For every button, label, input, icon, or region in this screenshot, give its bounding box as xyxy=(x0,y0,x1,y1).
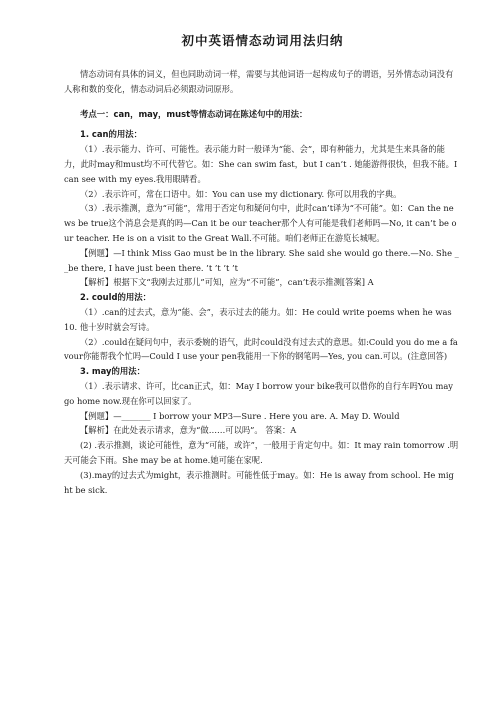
could-usage-2: （2）.could在疑问句中，表示委婉的语气，此时could没有过去式的意思。如:Could you do me a favour你能帮我个忙吗—Could I use your pen我能用一下你的钢笔吗—Yes, you can.可以。(注意回答) xyxy=(64,336,458,362)
can-heading: 1. can的用法： xyxy=(80,129,143,140)
document-title: 初中英语情态动词用法归纳 xyxy=(181,33,344,48)
may-usage-3: (3).may的过去式为might，表示推测时。可能性低于may。如：He is away from school. He might be sick. xyxy=(64,469,454,495)
could-heading: 2. could的用法： xyxy=(80,292,151,303)
analysis-2: 【解析】在此处表示请求，意为“做……可以吗”。 答案：A xyxy=(80,425,297,436)
example-2: 【例题】—_______ I borrow your MP3—Sure . Here you are. A. May D. Would xyxy=(80,410,400,421)
could-usage-1: （1）.can的过去式，意为“能、会”，表示过去的能力。如：He could write poems when he was 10. 他十岁时就会写诗。 xyxy=(64,306,452,332)
can-usage-2: （2）.表示许可，常在口语中。如：You can use my dictionary. 你可以用我的字典。 xyxy=(80,188,402,199)
can-usage-3: （3）.表示推测，意为“可能”，常用于否定句和疑问句中，此时can’t译为“不可能”。如：Can the news be true这个消息会是真的吗—Can it be our teacher那个人有可能是我们老师吗—No, it can’t be our teacher. He is on a visit to the Great Wall.不可能。咱们老师正在游览长城呢。 xyxy=(64,203,457,243)
may-usage-1: （1）.表示请求、许可，比can正式，如：May I borrow your bike我可以借你的自行车吗You may go home now.现在你可以回家了。 xyxy=(64,380,453,406)
intro-paragraph: 情态动词有具体的词义，但也同助动词一样，需要与其他词语一起构成句子的谓语，另外情态动词没有人称和数的变化，情态动词后必须跟动词原形。 xyxy=(64,69,454,94)
analysis-1: 【解析】根据下文“我刚去过那儿”可知，应为“不可能”，can’t表示推测[答案] A xyxy=(80,277,374,288)
may-usage-2: (2) .表示推测，谈论可能性，意为“可能，或许”，一般用于肯定句中。如：It may rain tomorrow .明天可能会下雨。She may be at home.她可能在家呢. xyxy=(64,440,459,465)
point-one-heading: 考点一：can，may，must等情态动词在陈述句中的用法： xyxy=(80,108,308,119)
may-heading: 3. may的用法： xyxy=(80,366,146,377)
example-1: 【例题】—I think Miss Gao must be in the library. She said she would go there.—No. She __be there, I have just been there. ’t ’t ’t ’t xyxy=(64,247,459,273)
can-usage-1: （1）.表示能力、许可、可能性。表示能力时一般译为“能、会”，即有种能力，尤其是生来具备的能力，此时may和must均不可代替它。如：She can swim fast，but I can’t . 她能游得很快，但我不能。I can see with my eyes.我用眼睛看。 xyxy=(64,144,458,184)
